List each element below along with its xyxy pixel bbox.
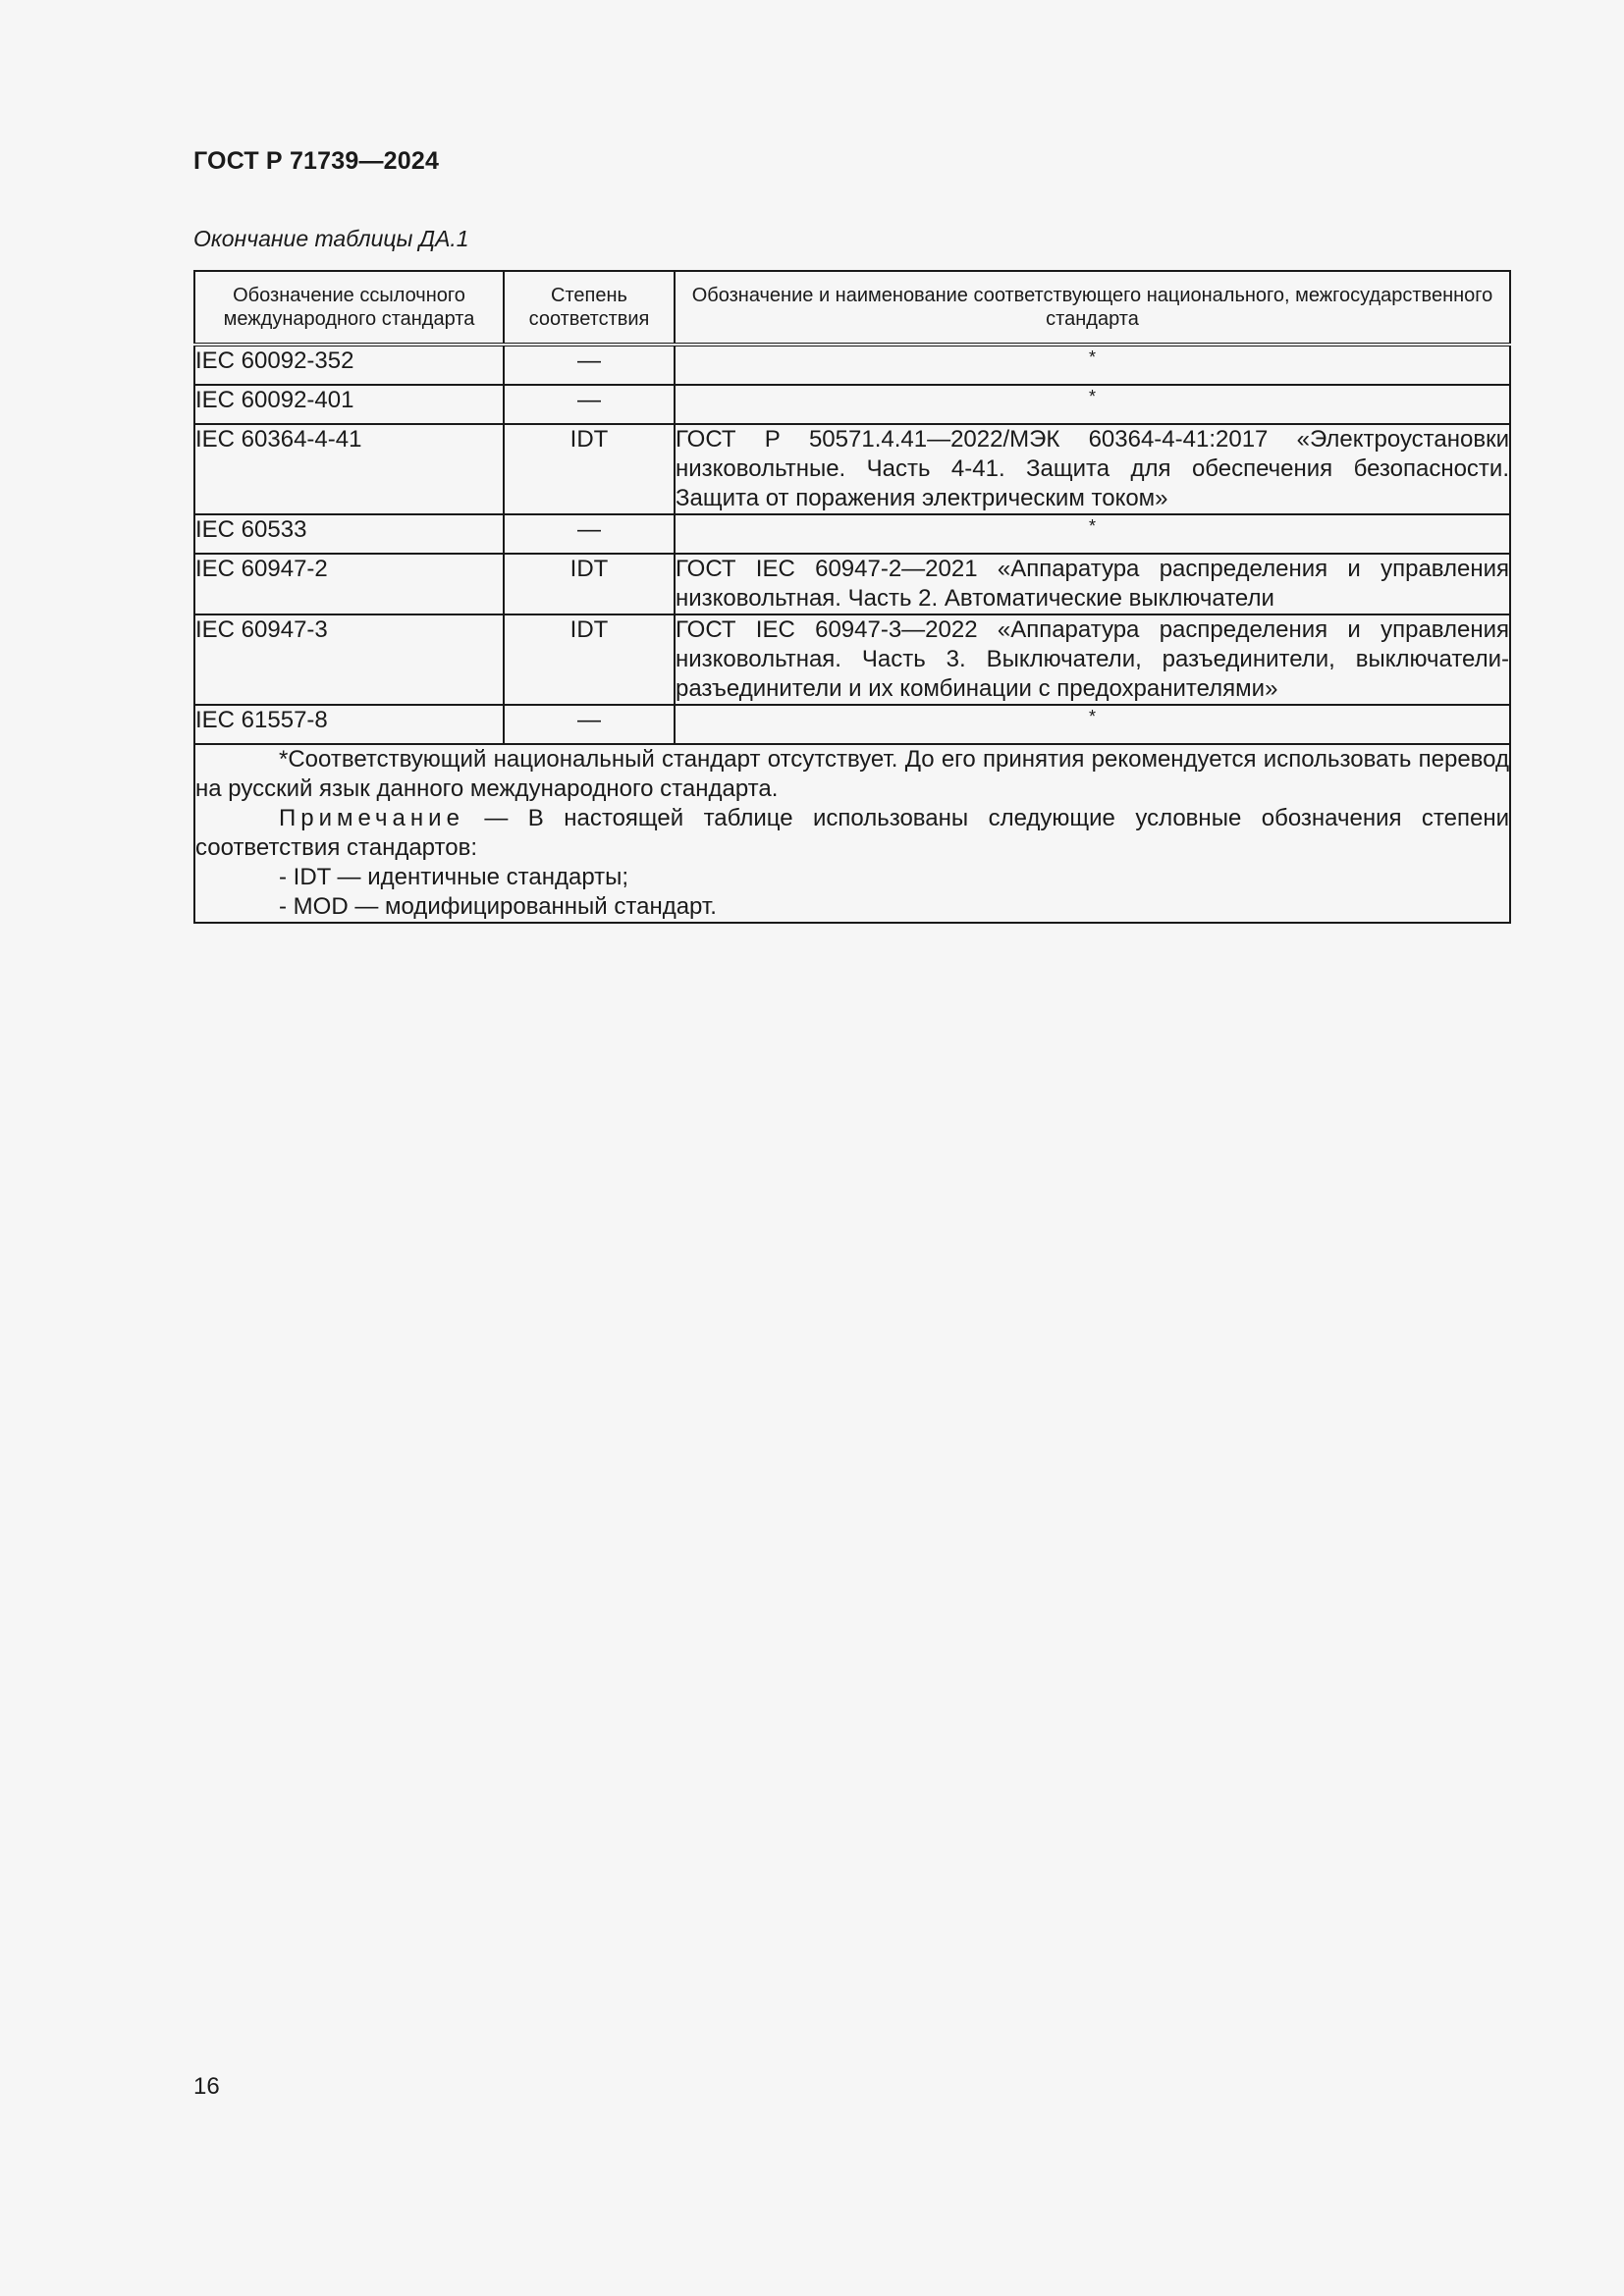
cell-code: IEC 60947-3 [194, 614, 504, 705]
column-header-degree: Степень соответствия [504, 271, 675, 345]
cell-code: IEC 60092-401 [194, 385, 504, 424]
cell-description: * [675, 705, 1510, 744]
cell-description: ГОСТ IEC 60947-3—2022 «Аппаратура распределения и управления низковольтная. Часть 3. Выключатели, разъединители, выключатели-разъединители и их комбинации с предохранителями» [675, 614, 1510, 705]
cell-code: IEC 60947-2 [194, 554, 504, 614]
cell-degree: — [504, 385, 675, 424]
table-row [194, 345, 1510, 385]
document-header: ГОСТ Р 71739—2024 [193, 147, 440, 175]
table-row [194, 554, 1510, 614]
cell-degree: — [504, 514, 675, 554]
cell-code: IEC 60364-4-41 [194, 424, 504, 514]
table-row [194, 424, 1510, 514]
cell-degree: IDT [504, 424, 675, 514]
cell-degree: — [504, 705, 675, 744]
cell-degree: — [504, 345, 675, 385]
footnote: *Соответствующий национальный стандарт отсутствует. До его принятия рекомендуется использовать перевод на русский язык данного международного стандарта. [195, 746, 1509, 802]
cell-degree: IDT [504, 614, 675, 705]
table-row [194, 705, 1510, 744]
table-notes-row [194, 744, 1510, 923]
cell-code: IEC 61557-8 [194, 705, 504, 744]
cell-description: * [675, 345, 1510, 385]
table-row [194, 385, 1510, 424]
column-header-international-standard: Обозначение ссылочного международного стандарта [194, 271, 504, 345]
cell-code: IEC 60092-352 [194, 345, 504, 385]
cell-description: ГОСТ Р 50571.4.41—2022/МЭК 60364-4-41:2017 «Электроустановки низковольтные. Часть 4-41. Защита для обеспечения безопасности. Защита от поражения электрическим током» [675, 424, 1510, 514]
legend-item-idt: - IDT — идентичные стандарты; [279, 864, 629, 890]
table-header-row [194, 271, 1510, 345]
cell-degree: IDT [504, 554, 675, 614]
column-header-national-standard: Обозначение и наименование соответствующего национального, межгосударственного стандарта [675, 271, 1510, 345]
cell-description: * [675, 385, 1510, 424]
page-number: 16 [193, 2073, 220, 2100]
table-row [194, 614, 1510, 705]
table-row [194, 514, 1510, 554]
cell-description: * [675, 514, 1510, 554]
cell-code: IEC 60533 [194, 514, 504, 554]
note-label: Примечание [279, 805, 464, 831]
table-caption: Окончание таблицы ДА.1 [193, 226, 469, 251]
note [195, 804, 1509, 863]
note-text: — В настоящей таблице использованы следующие условные обозначения степени соответствия стандартов: [195, 805, 1509, 861]
reference-standards-table [193, 270, 1511, 924]
table-notes [194, 744, 1510, 923]
legend-item-mod: - MOD — модифицированный стандарт. [279, 893, 717, 920]
cell-description: ГОСТ IEC 60947-2—2021 «Аппаратура распределения и управления низковольтная. Часть 2. Автоматические выключатели [675, 554, 1510, 614]
